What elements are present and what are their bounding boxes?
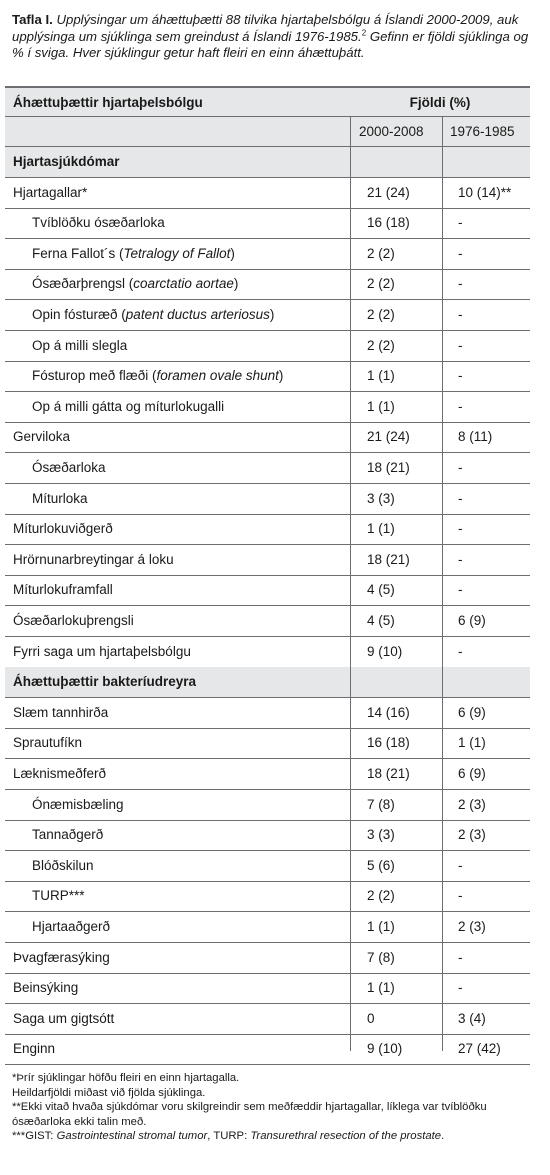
row-label xyxy=(13,154,120,169)
cell-1976-1985: 27 (42) xyxy=(458,1041,501,1057)
row-label-text: Ónæmisbæling xyxy=(32,796,124,812)
row-label-text: Tvíblöðku ósæðarloka xyxy=(32,215,165,231)
footnote-3: **Ekki vitað hvaða sjúkdómar voru skilgreindir sem meðfæddir hjartagallar, líklega var tvíblöðku ósæðarloka ekki talin með. xyxy=(12,1101,487,1128)
row-label-text: Saga um gigtsótt xyxy=(13,1010,115,1026)
row-label-text: Hjartasjúkdómar xyxy=(13,154,120,169)
column-divider-2 xyxy=(442,116,443,1051)
row-label-text: Tannaðgerð xyxy=(32,827,104,843)
row-label xyxy=(32,338,127,353)
cell-2000-2008: 16 (18) xyxy=(367,215,410,231)
row-label xyxy=(32,797,124,812)
cell-2000-2008: 1 (1) xyxy=(367,980,395,996)
table-row xyxy=(5,239,530,270)
row-label xyxy=(13,980,78,995)
cell-2000-2008: 7 (8) xyxy=(367,949,395,965)
cell-2000-2008: 2 (2) xyxy=(367,307,395,322)
table-group-row xyxy=(5,147,530,178)
row-label-latin: foramen ovale shunt xyxy=(156,368,279,384)
row-label-text: Fyrri saga um hjartaþelsbólgu xyxy=(13,643,191,659)
cell-2000-2008: 1 (1) xyxy=(367,368,395,384)
cell-2000-2008: 2 (2) xyxy=(367,337,395,353)
cell-1976-1985: 8 (11) xyxy=(458,429,493,445)
row-label xyxy=(13,1011,114,1026)
row-label-text: Ferna Fallot´s ( xyxy=(32,245,124,261)
row-label xyxy=(32,827,103,842)
header-risk-factors: Áhættuþættir hjartaþelsbólgu xyxy=(13,95,203,110)
row-label-text: TURP*** xyxy=(32,888,85,904)
row-label xyxy=(32,919,110,934)
cell-2000-2008: 3 (3) xyxy=(367,827,395,843)
cell-1976-1985: 1 (1) xyxy=(458,735,486,751)
cell-2000-2008: 0 xyxy=(367,1010,375,1026)
table-row xyxy=(5,208,530,239)
table-row xyxy=(5,484,530,515)
table-group-row xyxy=(5,667,530,698)
row-label-text: Míturlokuviðgerð xyxy=(13,521,113,537)
footnote-4 xyxy=(12,1129,540,1144)
row-label-text: Míturloka xyxy=(32,490,88,506)
table-row xyxy=(5,728,530,759)
row-label-text: Hjartagallar* xyxy=(13,184,88,200)
row-label xyxy=(32,307,274,322)
table-row xyxy=(5,300,530,331)
row-label xyxy=(13,705,108,720)
cell-1976-1985: 6 (9) xyxy=(458,613,486,628)
cell-2000-2008: 18 (21) xyxy=(367,460,410,475)
cell-1976-1985: - xyxy=(458,398,463,414)
cell-2000-2008: 21 (24) xyxy=(367,429,410,445)
table-row xyxy=(5,606,530,637)
footnote-2: Heildarfjöldi miðast við fjölda sjúklinga. xyxy=(12,1086,206,1099)
table-row xyxy=(5,361,530,392)
header-period-2: 1976-1985 xyxy=(450,124,515,139)
cell-2000-2008: 14 (16) xyxy=(367,704,410,720)
row-label xyxy=(13,582,113,597)
row-label xyxy=(13,552,174,567)
cell-2000-2008: 18 (21) xyxy=(367,766,410,781)
row-label-latin: coarctatio aortae xyxy=(133,276,234,292)
table-row xyxy=(5,392,530,423)
table-row xyxy=(5,514,530,545)
table-row xyxy=(5,1034,530,1065)
cell-1976-1985: 2 (3) xyxy=(458,796,486,812)
footnote-4-a: ***GIST: xyxy=(12,1130,57,1143)
row-label xyxy=(32,246,235,261)
cell-2000-2008: 9 (10) xyxy=(367,643,403,659)
row-label xyxy=(13,766,106,781)
row-label-text: Beinsýking xyxy=(13,980,79,996)
cell-1976-1985: - xyxy=(458,551,463,567)
cell-1976-1985: - xyxy=(458,368,463,384)
row-label xyxy=(32,276,238,291)
table-row xyxy=(5,698,530,729)
caption-text: Upplýsingar um áhættuþætti 88 tilvika hjartaþelsbólgu á Íslandi 2000-2009, auk upplýsinga um sjúklinga sem greindust á Íslandi 1976-1985. xyxy=(12,12,519,44)
row-label xyxy=(32,888,85,903)
footnote-4-c: , TURP: xyxy=(207,1130,251,1143)
row-label xyxy=(13,950,110,965)
table-row xyxy=(5,973,530,1004)
table-row xyxy=(5,331,530,362)
cell-2000-2008: 4 (5) xyxy=(367,613,395,628)
footnote-4-e: . xyxy=(441,1130,445,1143)
row-label-text: Gerviloka xyxy=(13,429,71,445)
row-label-text: Þvagfærasýking xyxy=(13,949,110,965)
row-label-text: Áhættuþættir bakteríudreyra xyxy=(13,674,197,690)
row-label xyxy=(13,735,82,750)
row-label-text: Opin fósturæð ( xyxy=(32,307,126,322)
table-header-row xyxy=(5,86,530,116)
footnote-1: *Þrír sjúklingar höfðu fleiri en einn hjartagalla. xyxy=(12,1072,240,1084)
row-label-text: Op á milli slegla xyxy=(32,337,128,353)
row-label xyxy=(32,491,88,506)
row-label-text: Ósæðarloka xyxy=(32,460,106,475)
cell-2000-2008: 2 (2) xyxy=(367,888,395,904)
header-count: Fjöldi (%) xyxy=(409,95,471,110)
cell-1976-1985: - xyxy=(458,307,463,322)
table-row xyxy=(5,637,530,668)
row-label xyxy=(13,185,87,200)
table-row xyxy=(5,790,530,821)
footnote-4-b: Gastrointestinal stromal tumor xyxy=(56,1130,208,1143)
cell-1976-1985: 6 (9) xyxy=(458,704,486,720)
cell-2000-2008: 16 (18) xyxy=(367,735,410,751)
row-label-text: Hjartaaðgerð xyxy=(32,919,111,934)
cell-1976-1985: - xyxy=(458,582,463,598)
table-row xyxy=(5,575,530,606)
table-row xyxy=(5,1004,530,1035)
cell-1976-1985: - xyxy=(458,490,463,506)
row-label xyxy=(32,215,165,230)
cell-1976-1985: - xyxy=(458,215,463,231)
header-period-1: 2000-2008 xyxy=(359,124,424,139)
cell-1976-1985: - xyxy=(458,521,463,537)
table-footnotes xyxy=(12,1071,540,1144)
cell-2000-2008: 7 (8) xyxy=(367,796,395,812)
cell-1976-1985: - xyxy=(458,643,463,659)
cell-2000-2008: 1 (1) xyxy=(367,919,395,934)
table-row xyxy=(5,178,530,209)
cell-1976-1985: 2 (3) xyxy=(458,919,486,934)
row-label-text: Fósturop með flæði ( xyxy=(32,368,157,384)
row-label xyxy=(32,858,94,873)
cell-1976-1985: - xyxy=(458,245,463,261)
row-label xyxy=(32,399,224,414)
cell-2000-2008: 1 (1) xyxy=(367,521,395,537)
row-label xyxy=(32,368,283,383)
cell-2000-2008: 1 (1) xyxy=(367,398,395,414)
cell-1976-1985: - xyxy=(458,949,463,965)
caption-text-2: Gefinn er fjöldi sjúklinga og % í sviga. Hver sjúklingur getur haft fleiri en einn áhættuþátt. xyxy=(12,28,529,60)
row-label-text: Hrörnunarbreytingar á loku xyxy=(13,551,174,567)
caption-label: Tafla I. xyxy=(12,12,53,27)
cell-2000-2008: 4 (5) xyxy=(367,582,395,598)
row-label-text: Ósæðarþrengsl ( xyxy=(32,276,134,292)
row-label-closing: ) xyxy=(278,368,284,384)
cell-2000-2008: 2 (2) xyxy=(367,245,395,261)
table-row xyxy=(5,759,530,790)
row-label-latin: Tetralogy of Fallot xyxy=(123,245,231,261)
row-label xyxy=(13,429,70,444)
row-label-text: Enginn xyxy=(13,1041,56,1057)
row-label-closing: ) xyxy=(269,307,275,322)
cell-1976-1985: 3 (4) xyxy=(458,1010,486,1026)
cell-1976-1985: - xyxy=(458,857,463,873)
cell-2000-2008: 9 (10) xyxy=(367,1041,403,1057)
cell-2000-2008: 5 (6) xyxy=(367,857,395,873)
cell-1976-1985: 2 (3) xyxy=(458,827,486,843)
cell-2000-2008: 2 (2) xyxy=(367,276,395,292)
row-label xyxy=(32,460,106,475)
row-label-closing: ) xyxy=(230,245,235,261)
cell-1976-1985: - xyxy=(458,337,463,353)
table-row xyxy=(5,820,530,851)
table-row xyxy=(5,851,530,882)
cell-1976-1985: 10 (14)** xyxy=(458,184,512,200)
cell-2000-2008: 3 (3) xyxy=(367,490,395,506)
table-row xyxy=(5,943,530,974)
row-label xyxy=(13,674,196,689)
row-label-text: Míturlokuframfall xyxy=(13,582,113,598)
row-label-text: Sprautufíkn xyxy=(13,735,83,751)
table-row xyxy=(5,269,530,300)
table-row xyxy=(5,912,530,943)
table-row xyxy=(5,545,530,576)
table-row xyxy=(5,422,530,453)
table-subheader-row xyxy=(5,116,530,147)
table-row xyxy=(5,881,530,912)
caption-superscript: 2 xyxy=(361,28,367,38)
row-label-text: Slæm tannhirða xyxy=(13,704,109,720)
footnote-4-d: Transurethral resection of the prostate xyxy=(250,1130,442,1143)
cell-2000-2008: 21 (24) xyxy=(367,184,410,200)
row-label-text: Læknismeðferð xyxy=(13,766,107,781)
column-divider-1 xyxy=(350,116,351,1051)
cell-1976-1985: - xyxy=(458,980,463,996)
row-label xyxy=(13,644,191,659)
cell-1976-1985: - xyxy=(458,460,463,475)
table-row xyxy=(5,453,530,484)
row-label xyxy=(13,1041,55,1056)
cell-2000-2008: 18 (21) xyxy=(367,551,410,567)
table-caption xyxy=(12,12,540,62)
row-label-latin: patent ductus arteriosus xyxy=(125,307,270,322)
row-label-text: Ósæðarlokuþrengsli xyxy=(13,613,134,628)
row-label-closing: ) xyxy=(233,276,239,292)
cell-1976-1985: - xyxy=(458,888,463,904)
cell-1976-1985: - xyxy=(458,276,463,292)
row-label-text: Op á milli gátta og míturlokugalli xyxy=(32,398,225,414)
row-label xyxy=(13,613,134,628)
row-label-text: Blóðskilun xyxy=(32,857,94,873)
row-label xyxy=(13,521,113,536)
cell-1976-1985: 6 (9) xyxy=(458,766,486,781)
